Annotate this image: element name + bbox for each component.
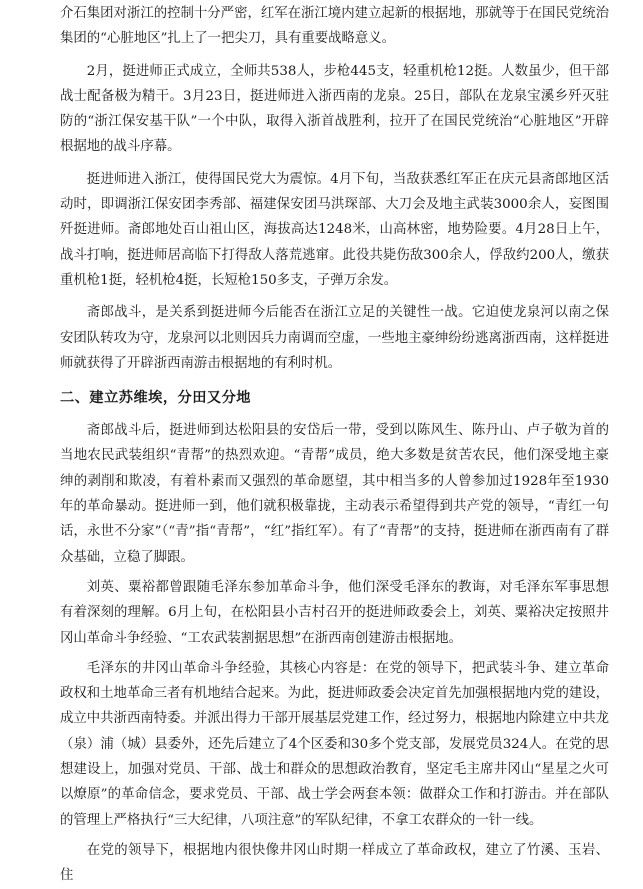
- paragraph: 刘英、粟裕都曾跟随毛泽东参加革命斗争，他们深受毛泽东的教诲，对毛泽东军事思想有着深刻的理解。6月上旬，在松阳县小吉村召开的挺进师政委会上，刘英、粟裕决定按照井冈山革命斗争经验、“工农武装割据思想”在浙西南创建游击根据地。: [60, 579, 609, 646]
- paragraph: 毛泽东的井冈山革命斗争经验，其核心内容是：在党的领导下，把武装斗争、建立革命政权和土地革命三者有机地结合起来。为此，挺进师政委会决定首先加强根据地内党的建设，成立中共浙西南特委。并派出得力干部开展基层党建工作，经过努力，根据地内除建立中共龙（泉）浦（城）县委外，还先后建立了4个区委和30多个党支部，发展党员324人。在党的思想建设上，加强对党员、干部、战士和群众的思想政治教育，坚定毛主席井冈山“星星之火可以燎原”的革命信念，要求党员、干部、战士学会两套本领：做群众工作和打游击。并在部队的管理上严格执行“三大纪律，八项注意”的军队纪律，不拿工农群众的一针一线。: [60, 660, 610, 828]
- paragraph: 2月，挺进师正式成立，全师共538人，步枪445支，轻重机枪12挺。人数虽少，但干部战士配备极为精干。3月23日，挺进师进入浙西南的龙泉。25日，部队在龙泉宝溪乡歼灭驻防的“浙江保安基干队”一个中队，取得入浙首战胜利，拉开了在国民党统治“心脏地区”开辟根据地的战斗序幕。: [60, 63, 609, 155]
- paragraph: 斋郎战斗，是关系到挺进师今后能否在浙江立足的关键性一战。它迫使龙泉河以南之保安团队转攻为守，龙泉河以北则因兵力南调而空虚，一些地主豪绅纷纷逃离浙西南，这样挺进师就获得了开辟浙西南游击根据地的有利时机。: [60, 305, 610, 371]
- paragraph: 斋郎战斗后，挺进师到达松阳县的安岱后一带，受到以陈风生、陈丹山、卢子敬为首的当地农民武装组织“青帮”的热烈欢迎。“青帮”成员，绝大多数是贫苦农民，他们深受地主豪绅的剥削和欺凌，有着朴素而又强烈的革命愿望，其中相当多的人曾参加过1928年至1930年的革命暴动。挺进师一到，他们就积极靠拢，主动表示希望得到共产党的领导，“青红一句话，永世不分家”（“青”指“青帮”，“红”指红军）。有了“青帮”的支持，挺进师在浙西南有了群众基础，立稳了脚跟。: [60, 423, 609, 565]
- paragraph: 在党的领导下，根据地内很快像井冈山时期一样成立了革命政权，建立了竹溪、玉岩、住: [60, 842, 609, 884]
- section-heading: 二、建立苏维埃，分田又分地: [60, 390, 251, 407]
- paragraph: 挺进师进入浙江，使得国民党大为震惊。4月下旬，当敌获悉红军正在庆元县斋郎地区活动时，即调浙江保安团李秀部、福建保安团马洪琛部、大刀会及地主武装3000余人，妄图围歼挺进师。斋郎地处百山祖山区，海拔高达1248米，山高林密，地势险要。4月28日上午，战斗打响，挺进师居高临下打得敌人落荒逃窜。此役共毙伤敌300余人，俘敌约200人，缴获重机枪1挺，轻机枪4挺，长短枪150多支，子弹万余发。: [60, 171, 609, 288]
- paragraph: 介石集团对浙江的控制十分严密，红军在浙江境内建立起新的根据地，那就等于在国民党统治集团的“心脏地区”扎上了一把尖刀，具有重要战略意义。: [60, 6, 610, 47]
